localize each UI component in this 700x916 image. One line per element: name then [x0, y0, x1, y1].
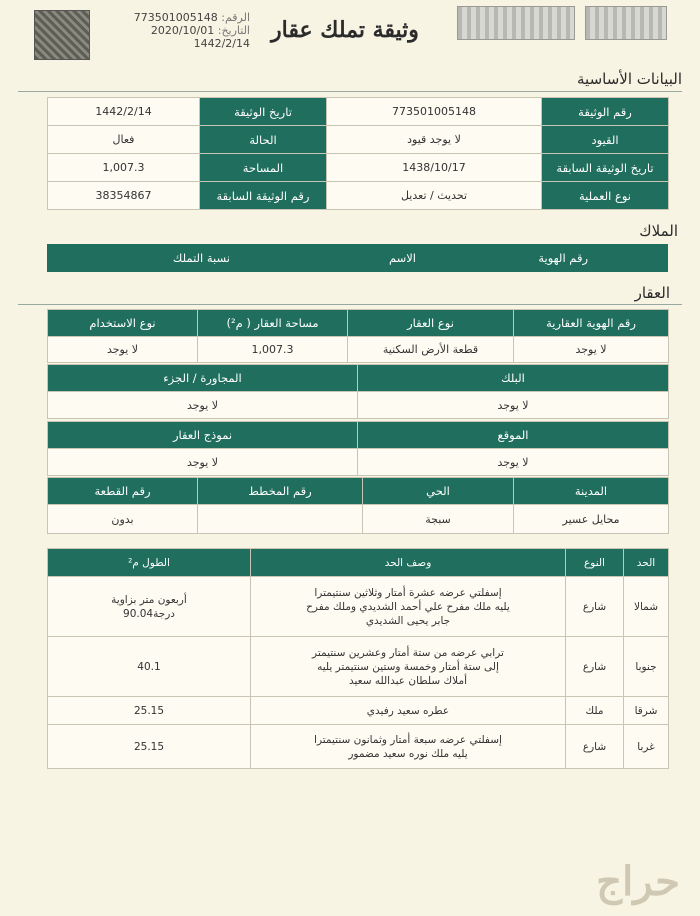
boundary-side: شرقا — [624, 697, 669, 725]
date-label: التاريخ: — [217, 24, 250, 37]
neighbor-value: لا يوجد — [48, 392, 358, 419]
plot-header: رقم القطعة — [48, 478, 198, 505]
boundary-length-line: 40.1 — [137, 660, 161, 673]
basic-label: المساحة — [200, 154, 327, 182]
owners-col-share: نسبة التملك — [172, 251, 230, 265]
basic-value: فعال — [48, 126, 200, 154]
owners-header-bar — [47, 244, 668, 272]
header-banner-image-right — [585, 6, 667, 40]
city-value: محايل عسير — [514, 505, 669, 534]
model-value: لا يوجد — [48, 449, 358, 476]
plan-header: رقم المخطط — [198, 478, 363, 505]
basic-value: 38354867 — [48, 182, 200, 210]
header-banner-image-left — [457, 6, 575, 40]
number-label: الرقم: — [221, 11, 250, 24]
boundary-desc-line: ترابي عرضه من ستة أمتار وعشرين سنتيمتر — [312, 646, 504, 659]
boundary-type: شارع — [566, 577, 624, 637]
basic-value: 773501005148 — [327, 98, 542, 126]
boundary-type: ملك — [566, 697, 624, 725]
district-header: الحي — [363, 478, 514, 505]
property-value: لا يوجد — [48, 337, 198, 363]
basic-value: 1438/10/17 — [327, 154, 542, 182]
boundary-desc-line: إسفلتي عرضه سبعة أمتار وثمانون سنتيمترا — [314, 733, 502, 746]
section-title-basic: البيانات الأساسية — [577, 70, 682, 88]
boundary-type: شارع — [566, 725, 624, 769]
basic-label: نوع العملية — [542, 182, 669, 210]
boundary-desc-line: إسفلتي عرضه عشرة أمتار وثلاثين سنتيمترا — [314, 586, 502, 599]
boundary-desc — [251, 697, 566, 725]
boundary-length — [48, 697, 251, 725]
boundary-side: جنوبا — [624, 637, 669, 697]
owners-col-name: الاسم — [388, 251, 416, 265]
property-value: قطعة الأرض السكنية — [348, 337, 514, 363]
table-row — [48, 725, 669, 769]
basic-label: تاريخ الوثيقة — [200, 98, 327, 126]
basic-value: 1,007.3 — [48, 154, 200, 182]
model-label: نموذج العقار — [48, 422, 358, 449]
document-meta — [110, 11, 250, 50]
table-row — [48, 697, 669, 725]
property-header: نوع العقار — [348, 310, 514, 337]
divider — [18, 304, 682, 305]
boundary-header-type: النوع — [566, 549, 624, 577]
boundary-side: شمالا — [624, 577, 669, 637]
city-table — [47, 477, 669, 534]
boundary-length-line: درجة90.04 — [123, 607, 175, 620]
basic-label: رقم الوثيقة — [542, 98, 669, 126]
basic-value: 1442/2/14 — [48, 98, 200, 126]
boundary-desc-line: يليه ملك نوره سعيد مضمور — [348, 747, 468, 760]
block-table — [47, 364, 669, 419]
basic-label: القيود — [542, 126, 669, 154]
location-table — [47, 421, 669, 476]
boundary-desc-line: عطره سعيد رفيدي — [366, 704, 450, 717]
property-header: مساحة العقار ( م²) — [198, 310, 348, 337]
document-number: 773501005148 — [133, 11, 218, 24]
page-title: وثيقة تملك عقار — [271, 17, 419, 43]
divider — [18, 91, 682, 92]
basic-label: الحالة — [200, 126, 327, 154]
property-header: رقم الهوية العقارية — [514, 310, 669, 337]
boundary-header-side: الحد — [624, 549, 669, 577]
block-label: البلك — [358, 365, 669, 392]
boundary-header-desc: وصف الحد — [251, 549, 566, 577]
boundary-length — [48, 725, 251, 769]
basic-value: لا يوجد قيود — [327, 126, 542, 154]
boundary-desc — [251, 725, 566, 769]
section-title-owners: الملاك — [639, 222, 678, 240]
document-date-hijri: 1442/2/14 — [193, 37, 250, 50]
boundary-length-line: 25.15 — [133, 704, 165, 717]
boundary-length — [48, 577, 251, 637]
property-value: لا يوجد — [514, 337, 669, 363]
property-table — [47, 309, 669, 363]
table-row — [48, 577, 669, 637]
document-date-gregorian: 2020/10/01 — [150, 24, 215, 37]
location-label: الموقع — [358, 422, 669, 449]
property-photo-thumbnail — [34, 10, 90, 60]
owners-col-id: رقم الهوية — [538, 251, 588, 265]
basic-label: تاريخ الوثيقة السابقة — [542, 154, 669, 182]
boundaries-table — [47, 548, 669, 769]
boundary-desc — [251, 637, 566, 697]
boundary-desc-line: يليه ملك مفرح علي أحمد الشديدي وملك مفرح — [306, 600, 510, 613]
property-value: 1,007.3 — [198, 337, 348, 363]
neighbor-label: المجاورة / الجزء — [48, 365, 358, 392]
boundary-type: شارع — [566, 637, 624, 697]
boundary-length — [48, 637, 251, 697]
boundary-header-length: الطول م² — [48, 549, 251, 577]
watermark-logo: حراج — [596, 858, 680, 905]
property-header: نوع الاستخدام — [48, 310, 198, 337]
boundary-desc-line: جابر يحيى الشديدي — [365, 614, 451, 627]
boundary-length-line: 25.15 — [133, 740, 165, 753]
basic-label: رقم الوثيقة السابقة — [200, 182, 327, 210]
basic-value: تحديث / تعديل — [327, 182, 542, 210]
boundary-desc — [251, 577, 566, 637]
boundary-desc-line: إلى ستة أمتار وخمسة وستين سنتيمتر يليه — [317, 660, 499, 673]
plan-value — [198, 505, 363, 534]
location-value: لا يوجد — [358, 449, 669, 476]
section-title-property: العقار — [634, 284, 670, 302]
block-value: لا يوجد — [358, 392, 669, 419]
plot-value: بدون — [48, 505, 198, 534]
boundary-desc-line: أملاك سلطان عبدالله سعيد — [349, 674, 467, 687]
boundary-side: غربا — [624, 725, 669, 769]
boundary-length-line: أربعون متر بزاوية — [111, 593, 187, 606]
district-value: سبجة — [363, 505, 514, 534]
table-row — [48, 637, 669, 697]
city-header: المدينة — [514, 478, 669, 505]
basic-info-table — [47, 97, 669, 210]
